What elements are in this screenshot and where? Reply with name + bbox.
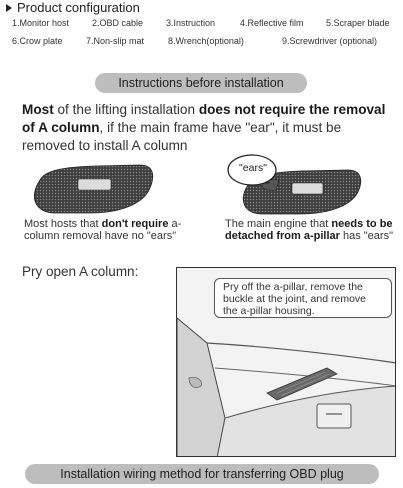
caption-bold: needs to be detached from a-pillar	[225, 218, 393, 242]
pry-open-label: Pry open A column:	[22, 264, 139, 279]
part-item: 8.Wrench(optional)	[168, 36, 244, 46]
section-heading-wiring-method	[25, 464, 379, 484]
part-item: 5.Scraper blade	[326, 18, 390, 28]
product-configuration-label: Product configuration	[17, 0, 140, 15]
caption-text: a-column removal have no "ears"	[24, 218, 182, 242]
intro-bold-no-removal: does not require the removal of A column	[22, 102, 386, 135]
caption-no-ears	[24, 218, 204, 242]
section-heading-text: Installation wiring method for transferring OBD plug	[60, 467, 344, 481]
triangle-bullet-icon	[6, 4, 12, 12]
parts-list-row-1	[0, 18, 403, 30]
section-heading-before-installation	[95, 73, 307, 93]
intro-paragraph	[22, 101, 392, 155]
intro-text: of the lifting installation	[53, 102, 199, 117]
caption-text: has "ears"	[339, 230, 393, 242]
part-item: 3.Instruction	[166, 18, 216, 28]
parts-list-row-2	[0, 36, 403, 48]
section-heading-text: Instructions before installation	[118, 76, 284, 90]
caption-text: Most hosts that	[24, 218, 102, 230]
device-illustrations	[0, 150, 403, 218]
part-item: 7.Non-slip mat	[86, 36, 145, 46]
intro-bold-most: Most	[22, 102, 54, 117]
caption-text: The main engine that	[225, 218, 332, 230]
caption-with-ears	[225, 218, 397, 242]
caption-bold: don't require	[101, 218, 169, 230]
part-item: 4.Reflective film	[240, 18, 304, 28]
part-item: 6.Crow plate	[12, 36, 63, 46]
pry-instruction-callout: Pry off the a-pillar, remove the buckle at the joint, and remove the a-pillar housing.	[214, 278, 392, 318]
part-item: 9.Screwdriver (optional)	[282, 36, 378, 46]
ears-callout-label: "ears"	[239, 162, 267, 174]
part-item: 2.OBD cable	[92, 18, 144, 28]
part-item: 1.Monitor host	[12, 18, 70, 28]
intro-text: , if the main frame have "ear", it must be removed to install A column	[22, 120, 342, 153]
host-without-ears-illustration	[34, 165, 152, 213]
product-configuration-title	[6, 0, 140, 15]
